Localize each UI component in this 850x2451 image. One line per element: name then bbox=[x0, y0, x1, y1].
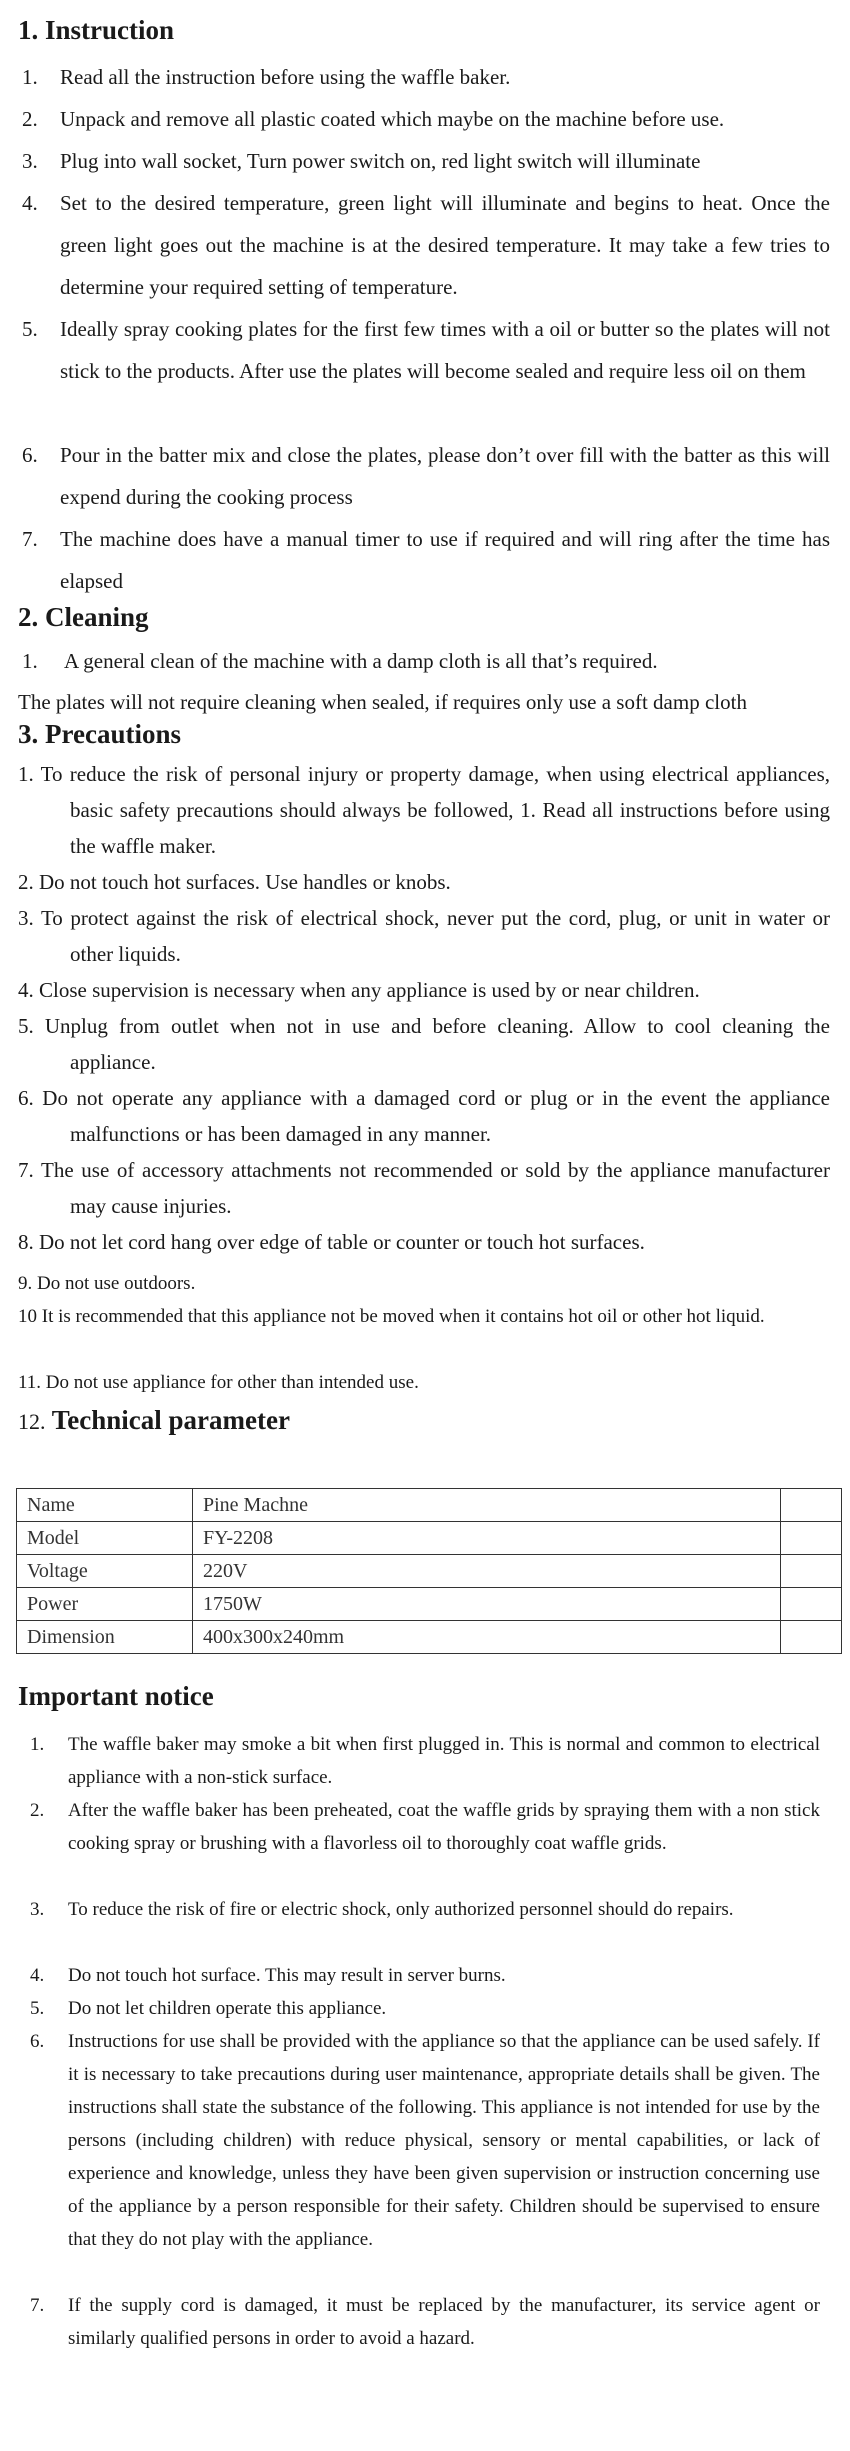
item-number: 4. bbox=[30, 1965, 45, 1986]
item-number: 7. bbox=[22, 527, 38, 551]
precaution-item: 5. Unplug from outlet when not in use and before cleaning. Allow to cool cleaning the appliance. bbox=[18, 1014, 830, 1074]
precaution-item: 10 It is recommended that this appliance not be moved when it contains hot oil or other hot liquid. bbox=[18, 1306, 765, 1327]
item-number: 1. bbox=[22, 65, 38, 89]
item-text: Read all the instruction before using the waffle baker. bbox=[60, 65, 511, 89]
notice-heading: Important notice bbox=[18, 1681, 214, 1711]
table-cell-label: Model bbox=[17, 1522, 193, 1555]
precaution-item: 11. Do not use appliance for other than intended use. bbox=[18, 1372, 419, 1393]
table-cell-label: Dimension bbox=[17, 1621, 193, 1654]
item-number: 4. bbox=[22, 191, 38, 215]
table-row bbox=[17, 1522, 842, 1555]
item-text: To reduce the risk of fire or electric shock, only authorized personnel should do repairs. bbox=[68, 1899, 734, 1920]
item-text: The machine does have a manual timer to use if required and will ring after the time has elapsed bbox=[60, 527, 830, 593]
item-number: 1. bbox=[22, 649, 38, 673]
technical-heading bbox=[18, 1404, 290, 1438]
item-text: Unpack and remove all plastic coated which maybe on the machine before use. bbox=[60, 107, 725, 131]
table-row bbox=[17, 1555, 842, 1588]
item-number: 3. bbox=[22, 149, 38, 173]
item-text: If the supply cord is damaged, it must be replaced by the manufacturer, its service agent or similarly qualified persons in order to avoid a hazard. bbox=[68, 2295, 820, 2349]
item-text: Set to the desired temperature, green light will illuminate and begins to heat. Once the green light goes out the machine is at the desired temperature. It may take a few tries to determine your required setting of temperature. bbox=[60, 191, 830, 299]
table-cell-label: Name bbox=[17, 1489, 193, 1522]
table-cell-empty bbox=[781, 1588, 842, 1621]
table-cell-label: Voltage bbox=[17, 1555, 193, 1588]
precaution-item: 2. Do not touch hot surfaces. Use handles or knobs. bbox=[18, 870, 451, 894]
item-number: 1. bbox=[30, 1734, 45, 1755]
table-cell-empty bbox=[781, 1522, 842, 1555]
item-text: After the waffle baker has been preheated, coat the waffle grids by spraying them with a non stick cooking spray or brushing with a flavorless oil to thoroughly coat waffle grids. bbox=[68, 1800, 820, 1854]
item-number: 6. bbox=[30, 2031, 45, 2052]
precaution-item: 9. Do not use outdoors. bbox=[18, 1273, 196, 1294]
item-number: 2. bbox=[22, 107, 38, 131]
precaution-item: 1. To reduce the risk of personal injury or property damage, when using electrical appliances, basic safety precautions should always be followed, 1. Read all instructions before using the waffle maker. bbox=[18, 762, 830, 858]
technical-number: 12. bbox=[18, 1409, 46, 1434]
table-cell-empty bbox=[781, 1555, 842, 1588]
table-row bbox=[17, 1588, 842, 1621]
instruction-heading: 1. Instruction bbox=[18, 15, 175, 45]
table-cell-value: Pine Machne bbox=[193, 1489, 781, 1522]
item-text: A general clean of the machine with a damp cloth is all that’s required. bbox=[64, 649, 658, 673]
precaution-item: 7. The use of accessory attachments not recommended or sold by the appliance manufacturer may cause injuries. bbox=[18, 1158, 830, 1218]
item-text: Do not touch hot surface. This may result in server burns. bbox=[68, 1965, 506, 1986]
precautions-heading: 3. Precautions bbox=[18, 719, 181, 749]
table-cell-label: Power bbox=[17, 1588, 193, 1621]
technical-title: Technical parameter bbox=[51, 1405, 290, 1435]
item-number: 5. bbox=[30, 1998, 45, 2019]
table-row bbox=[17, 1489, 842, 1522]
table-cell-value: FY-2208 bbox=[193, 1522, 781, 1555]
item-number: 2. bbox=[30, 1800, 45, 1821]
item-number: 7. bbox=[30, 2295, 45, 2316]
precaution-item: 8. Do not let cord hang over edge of table or counter or touch hot surfaces. bbox=[18, 1230, 645, 1254]
precaution-item: 4. Close supervision is necessary when any appliance is used by or near children. bbox=[18, 978, 700, 1002]
item-number: 6. bbox=[22, 443, 38, 467]
precaution-item: 6. Do not operate any appliance with a damaged cord or plug or in the event the appliance malfunctions or has been damaged in any manner. bbox=[18, 1086, 830, 1146]
table-cell-value: 400x300x240mm bbox=[193, 1621, 781, 1654]
cleaning-heading: 2. Cleaning bbox=[18, 602, 149, 632]
table-cell-empty bbox=[781, 1621, 842, 1654]
cleaning-paragraph: The plates will not require cleaning when sealed, if requires only use a soft damp cloth bbox=[18, 690, 747, 714]
item-text: Instructions for use shall be provided with the appliance so that the appliance can be used safely. If it is necessary to take precautions during user maintenance, appropriate details shall be given. The instructions shall state the substance of the following. This appliance is not intended for use by the persons (including children) with reduce physical, sensory or mental capabilities, or lack of experience and knowledge, unless they have been given supervision or instruction concerning use of the appliance by a person responsible for their safety. Children should be supervised to ensure that they do not play with the appliance. bbox=[68, 2031, 820, 2250]
precaution-item: 3. To protect against the risk of electrical shock, never put the cord, plug, or unit in water or other liquids. bbox=[18, 906, 830, 966]
item-number: 5. bbox=[22, 317, 38, 341]
item-text: Plug into wall socket, Turn power switch on, red light switch will illuminate bbox=[60, 149, 701, 173]
item-text: Pour in the batter mix and close the plates, please don’t over fill with the batter as this will expend during the cooking process bbox=[60, 443, 830, 509]
technical-table bbox=[16, 1488, 842, 1654]
table-cell-value: 1750W bbox=[193, 1588, 781, 1621]
item-text: The waffle baker may smoke a bit when first plugged in. This is normal and common to electrical appliance with a non-stick surface. bbox=[68, 1734, 820, 1788]
table-cell-value: 220V bbox=[193, 1555, 781, 1588]
item-text: Do not let children operate this appliance. bbox=[68, 1998, 387, 2019]
table-cell-empty bbox=[781, 1489, 842, 1522]
table-row bbox=[17, 1621, 842, 1654]
item-number: 3. bbox=[30, 1899, 45, 1920]
item-text: Ideally spray cooking plates for the first few times with a oil or butter so the plates will not stick to the products. After use the plates will become sealed and require less oil on them bbox=[60, 317, 830, 383]
